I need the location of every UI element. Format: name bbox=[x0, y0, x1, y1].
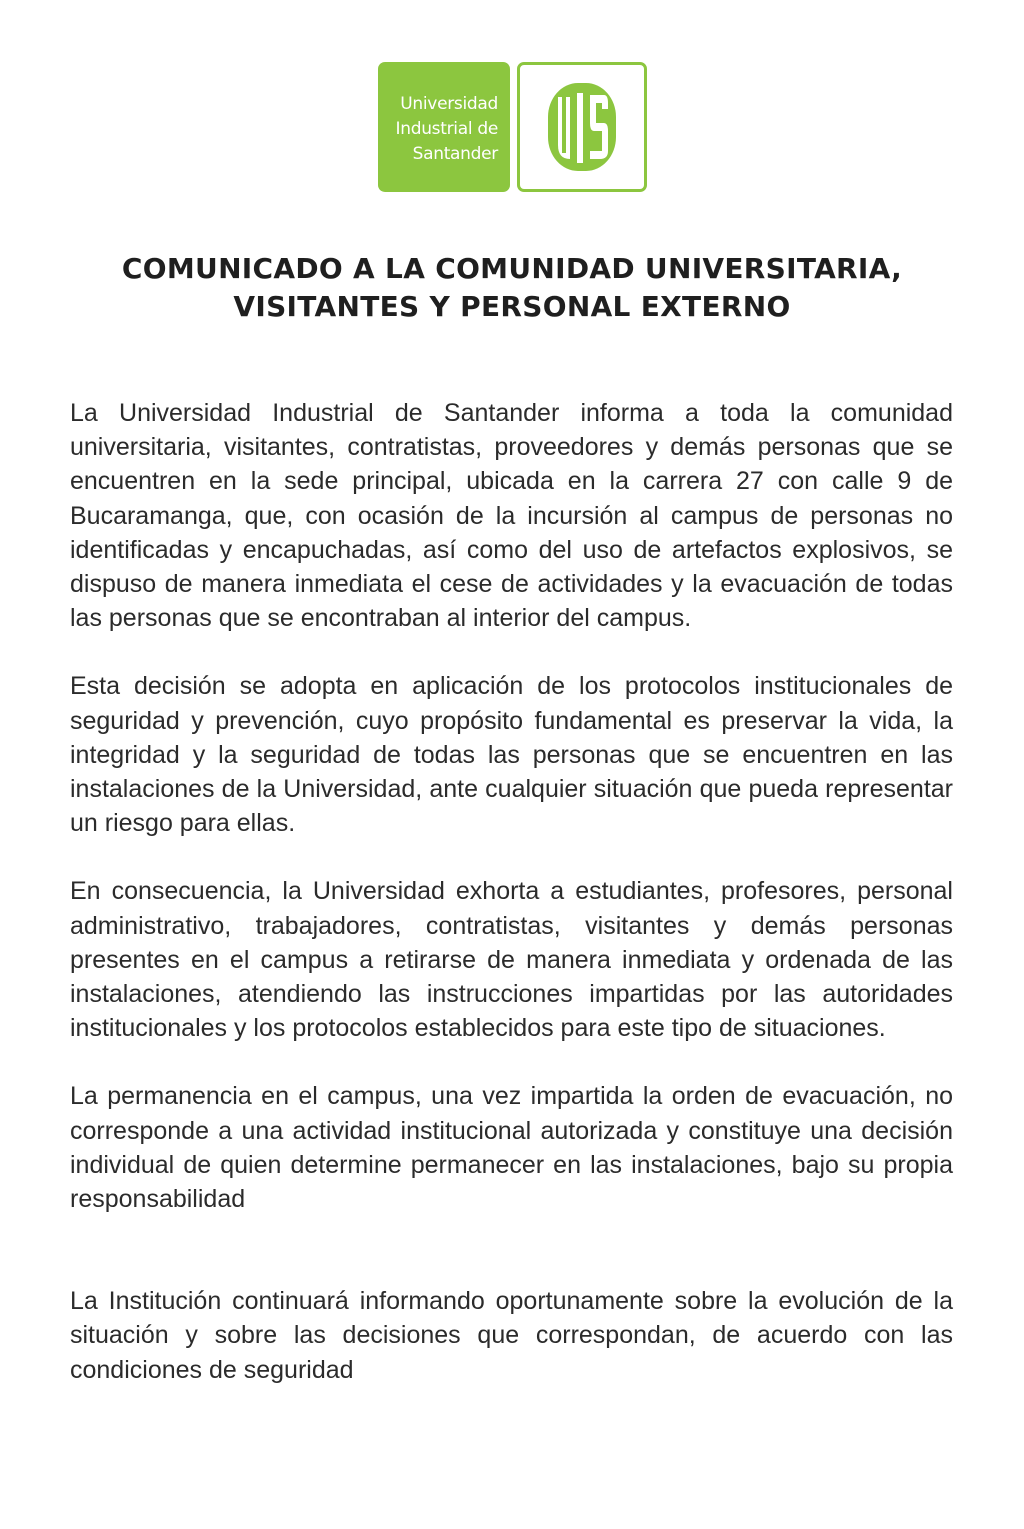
uis-emblem-icon bbox=[517, 62, 647, 192]
title-line-2: VISITANTES Y PERSONAL EXTERNO bbox=[233, 290, 791, 323]
paragraph-1: La Universidad Industrial de Santander informa a toda la comunidad universitaria, visitantes, contratistas, proveedores y demás personas que se encuentren en la sede principal, ubicada en la carrera 27 con calle 9 de Bucaramanga, que, con ocasión de la incursión al campus de personas no identificadas y encapuchadas, así como del uso de artefactos explosivos, se dispuso de manera inmediata el cese de actividades y la evacuación de todas las personas que se encontraban al interior del campus. bbox=[70, 399, 953, 633]
logo-line-1: Universidad bbox=[400, 94, 498, 114]
logo-wordmark bbox=[378, 62, 510, 192]
paragraph-4: La permanencia en el campus, una vez impartida la orden de evacuación, no corresponde a una actividad institucional autorizada y constituye una decisión individual de quien determine permanecer en las instalaciones, bajo su propia responsabilidad bbox=[70, 1082, 953, 1214]
paragraph-2: Esta decisión se adopta en aplicación de los protocolos institucionales de seguridad y prevención, cuyo propósito fundamental es preservar la vida, la integridad y la seguridad de todas las personas que se encuentren en las instalaciones de la Universidad, ante cualquier situación que pueda representar un riesgo para ellas. bbox=[70, 672, 953, 838]
uis-logo bbox=[378, 62, 648, 194]
page-title bbox=[40, 250, 984, 326]
logo-line-2: Industrial de bbox=[395, 119, 498, 139]
paragraph-5: La Institución continuará informando oportunamente sobre la evolución de la situación y sobre las decisiones que correspondan, de acuerdo con las condiciones de seguridad bbox=[70, 1287, 953, 1384]
title-line-1: COMUNICADO A LA COMUNIDAD UNIVERSITARIA, bbox=[121, 252, 903, 285]
logo-line-3: Santander bbox=[412, 144, 498, 164]
communique-body bbox=[70, 396, 953, 1387]
paragraph-3: En consecuencia, la Universidad exhorta a estudiantes, profesores, personal administrativo, trabajadores, contratistas, visitantes y demás personas presentes en el campus a retirarse de manera inmediata y ordenada de las instalaciones, atendiendo las instrucciones impartidas por las autoridades institucionales y los protocolos establecidos para este tipo de situaciones. bbox=[70, 877, 953, 1043]
